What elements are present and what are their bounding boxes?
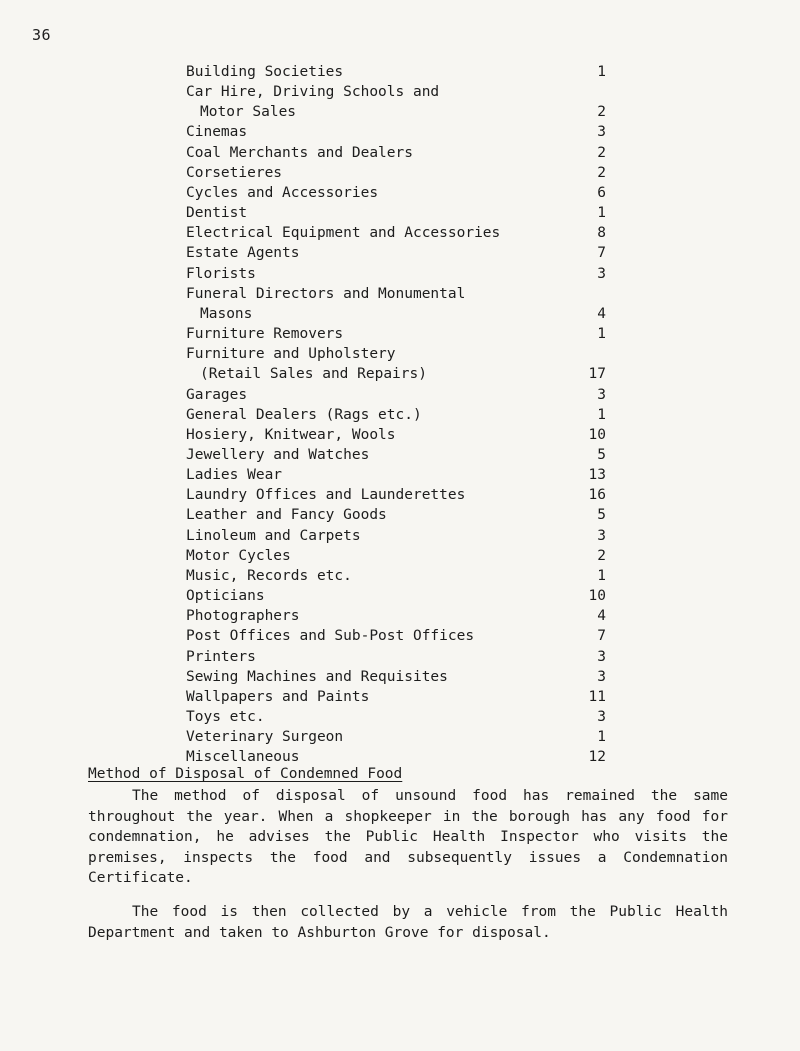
list-item [186, 667, 606, 687]
list-item-label: Cycles and Accessories [186, 184, 379, 201]
list-item-count: 13 [588, 467, 606, 484]
list-item-count: 4 [597, 305, 606, 322]
list-item [186, 264, 606, 284]
list-item-label: Sewing Machines and Requisites [186, 668, 448, 685]
list-item-count: 3 [597, 124, 606, 141]
section-heading: Method of Disposal of Condemned Food [88, 766, 403, 782]
list-item-count: 3 [597, 648, 606, 665]
list-item-count: 12 [588, 749, 606, 766]
list-item-label: Toys etc. [186, 709, 265, 725]
list-item-count: 3 [597, 527, 606, 544]
list-item-label: Photographers [186, 608, 300, 625]
list-item [186, 526, 606, 546]
list-item-label: Estate Agents [186, 245, 300, 262]
list-item [186, 747, 606, 767]
list-item [186, 546, 606, 566]
list-item-count: 1 [597, 406, 606, 423]
list-item-count: 5 [597, 446, 606, 463]
list-item-count: 1 [597, 326, 606, 343]
list-item-label: Veterinary Surgeon [186, 729, 344, 746]
list-item-count: 17 [588, 366, 606, 383]
list-item [186, 203, 606, 223]
list-item-label: Ladies Wear [186, 467, 283, 484]
list-item-count: 1 [597, 205, 606, 222]
list-item [186, 143, 606, 163]
list-item [186, 163, 606, 183]
list-item [186, 284, 606, 304]
list-item-label: Cinemas [186, 124, 248, 141]
list-item-count: 5 [597, 507, 606, 524]
list-item-label: Dentist [186, 205, 248, 222]
list-item [186, 385, 606, 405]
list-item-label: Jewellery and Watches [186, 446, 370, 463]
list-item [186, 344, 606, 364]
list-item-label: Opticians [186, 588, 265, 605]
list-item-label: Miscellaneous [186, 749, 300, 766]
list-item-label: Funeral Directors and Monumental [186, 285, 466, 302]
list-item [186, 425, 606, 445]
list-item [186, 82, 606, 102]
list-item [186, 223, 606, 243]
list-item-count: 3 [597, 265, 606, 282]
list-item [186, 183, 606, 203]
list-item-label: Corsetieres [186, 164, 283, 181]
list-item-count: 3 [597, 668, 606, 685]
list-item-label: General Dealers (Rags etc.) [186, 406, 422, 423]
list-item-label: Motor Cycles [186, 547, 291, 564]
paragraph-collection: The food is then collected by a vehicle from the Public Health Department and taken to Ashburton Grove for disposal. [88, 904, 728, 941]
list-item-count: 7 [597, 245, 606, 262]
list-item-count: 4 [597, 608, 606, 625]
list-item-label: Leather and Fancy Goods [186, 507, 387, 524]
list-item-label: Motor Sales [200, 104, 297, 121]
list-item [186, 707, 606, 727]
list-item-count: 16 [588, 487, 606, 504]
list-item [186, 324, 606, 344]
page-number: 36 [32, 26, 52, 44]
list-item-label: Electrical Equipment and Accessories [186, 225, 501, 242]
paragraph-disposal-method: The method of disposal of unsound food has remained the same throughout the year. When a shopkeeper in the borough has any food for condemnation, he advises the Public Health Inspector who visits the premises, inspects the food and subsequently issues a Condemnation Certificate. [88, 788, 728, 886]
list-item-label: Building Societies [186, 64, 344, 80]
list-item [186, 687, 606, 707]
list-item-count: 6 [597, 184, 606, 201]
list-item [186, 364, 606, 384]
list-item-label: Linoleum and Carpets [186, 527, 361, 544]
list-item [186, 62, 606, 82]
list-item [186, 505, 606, 525]
list-item [186, 405, 606, 425]
list-item [186, 122, 606, 142]
list-item-count: 1 [597, 64, 606, 80]
list-item-label: Car Hire, Driving Schools and [186, 84, 440, 101]
list-item-count: 10 [588, 588, 606, 605]
list-item-count: 3 [597, 386, 606, 403]
list-item-label: Printers [186, 648, 256, 665]
list-item [186, 647, 606, 667]
list-item [186, 465, 606, 485]
list-item-label: Post Offices and Sub-Post Offices [186, 628, 475, 645]
list-item [186, 243, 606, 263]
list-item-count: 1 [597, 729, 606, 746]
list-item-label: Hosiery, Knitwear, Wools [186, 426, 396, 443]
list-item-label: Music, Records etc. [186, 567, 352, 584]
list-item [186, 727, 606, 747]
list-item-label: Masons [200, 305, 253, 322]
list-item [186, 102, 606, 122]
list-item [186, 566, 606, 586]
list-item-count: 2 [597, 164, 606, 181]
list-item-count: 2 [597, 104, 606, 121]
list-item-count: 3 [597, 709, 606, 725]
list-item-count: 7 [597, 628, 606, 645]
list-item-label: Furniture Removers [186, 326, 344, 343]
list-item [186, 626, 606, 646]
list-item-label: (Retail Sales and Repairs) [200, 366, 427, 383]
list-item-count: 2 [597, 144, 606, 161]
list-item-label: Laundry Offices and Launderettes [186, 487, 466, 504]
list-item-count: 1 [597, 567, 606, 584]
list-item-label: Florists [186, 265, 256, 282]
premises-count-list [186, 62, 606, 767]
list-item [186, 606, 606, 626]
list-item-label: Furniture and Upholstery [186, 346, 396, 363]
list-item-count: 2 [597, 547, 606, 564]
list-item-label: Wallpapers and Paints [186, 688, 370, 705]
list-item-count: 10 [588, 426, 606, 443]
list-item [186, 304, 606, 324]
list-item-count: 8 [597, 225, 606, 242]
list-item-count: 11 [588, 688, 606, 705]
list-item [186, 586, 606, 606]
list-item-label: Garages [186, 386, 248, 403]
list-item [186, 485, 606, 505]
list-item-label: Coal Merchants and Dealers [186, 144, 413, 161]
list-item [186, 445, 606, 465]
